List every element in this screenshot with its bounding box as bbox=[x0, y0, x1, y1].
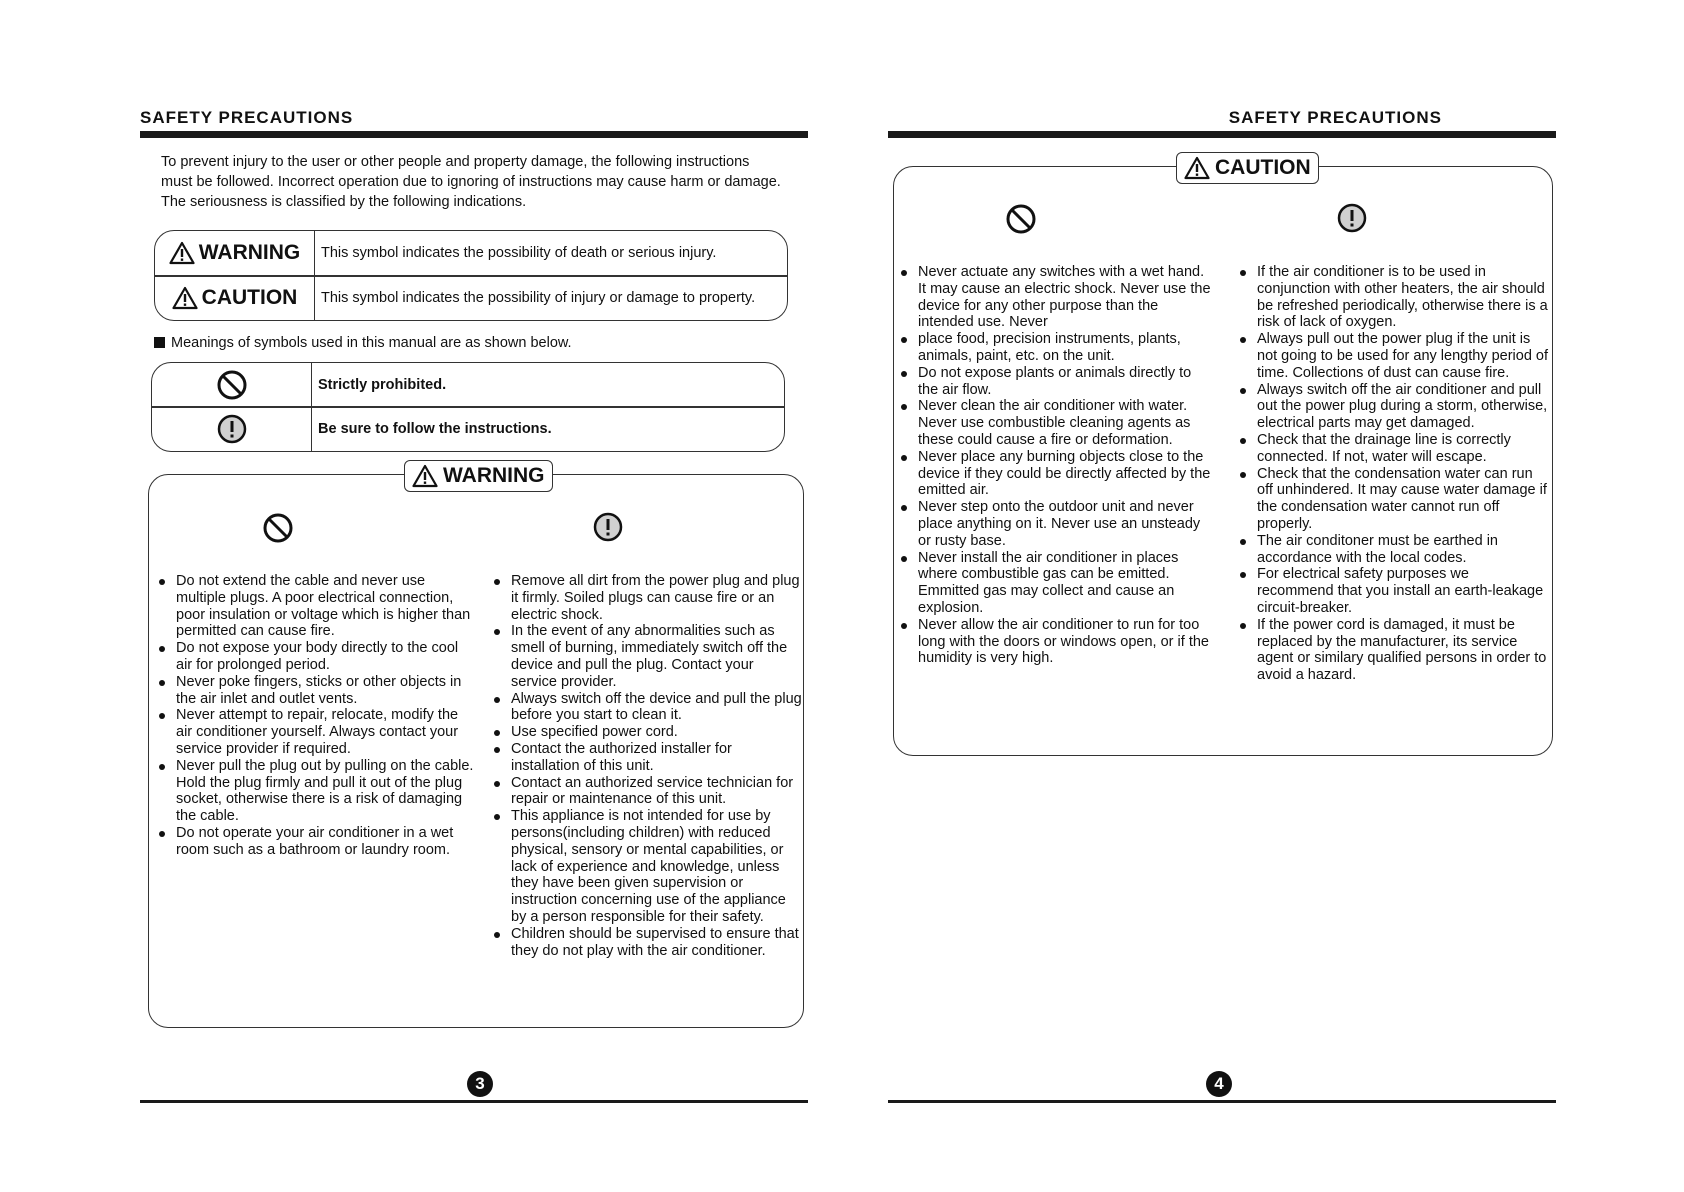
prohibited-icon bbox=[216, 369, 248, 401]
left-page-header: SAFETY PRECAUTIONS bbox=[140, 108, 354, 127]
left-footer-rule bbox=[140, 1100, 808, 1103]
intro-line: To prevent injury to the user or other people and property damage, the following instructions bbox=[161, 154, 750, 170]
exclamation-icon bbox=[592, 511, 624, 543]
warning-tag: WARNING bbox=[404, 460, 553, 492]
list-item: For electrical safety purposes we recommend that you install an earth-leakage circuit-breaker. bbox=[1238, 566, 1548, 616]
intro-line: The seriousness is classified by the following indications. bbox=[161, 194, 527, 210]
list-item: Never step onto the outdoor unit and never place anything on it. Never use an unsteady or rusty base. bbox=[899, 499, 1214, 549]
right-page-header: SAFETY PRECAUTIONS bbox=[1228, 108, 1442, 127]
list-item: If the power cord is damaged, it must be replaced by the manufacturer, its service agent or similary qualified persons in order to avoid a hazard. bbox=[1238, 617, 1548, 684]
list-item: Never allow the air conditioner to run for too long with the doors or windows open, or if the humidity is very high. bbox=[899, 617, 1214, 667]
list-item: Do not expose your body directly to the cool air for prolonged period. bbox=[157, 640, 475, 674]
list-item: Use specified power cord. bbox=[492, 724, 802, 741]
page-number: 4 bbox=[1206, 1071, 1232, 1097]
warning-triangle-icon bbox=[412, 464, 438, 488]
symbol-text: Strictly prohibited. bbox=[318, 376, 447, 393]
indication-text: This symbol indicates the possibility of injury or damage to property. bbox=[321, 290, 756, 306]
list-item: Never pull the plug out by pulling on the cable. Hold the plug firmly and pull it out of the plug socket, otherwise there is a risk of damaging the cable. bbox=[157, 758, 475, 825]
caution-list-instructions bbox=[1238, 264, 1548, 684]
list-item: Never place any burning objects close to the device if they could be directly affected by the emitted air. bbox=[899, 449, 1214, 499]
prohibited-icon bbox=[1005, 203, 1037, 235]
warning-list-instructions bbox=[492, 573, 802, 959]
list-item: Never actuate any switches with a wet hand. It may cause an electric shock. Never use the device for any other purpose than the intended use. Never bbox=[899, 264, 1214, 331]
indication-row-caution bbox=[155, 276, 787, 320]
indications-table bbox=[154, 230, 788, 321]
square-bullet-icon bbox=[154, 337, 165, 348]
page-number: 3 bbox=[467, 1071, 493, 1097]
list-item: Never poke fingers, sticks or other objects in the air inlet and outlet vents. bbox=[157, 674, 475, 708]
list-item: This appliance is not intended for use by persons(including children) with reduced physical, sensory or mental capabilities, or lack of experience and knowledge, unless they have been given supervision or instruction concerning use of the appliance by a person responsible for their safety. bbox=[492, 808, 802, 926]
warning-triangle-icon bbox=[169, 241, 195, 265]
symbol-row-prohibited bbox=[152, 363, 784, 406]
list-item: In the event of any abnormalities such as smell of burning, immediately switch off the device and pull the plug. Contact your service provider. bbox=[492, 623, 802, 690]
prohibited-icon bbox=[262, 512, 294, 544]
indication-text: This symbol indicates the possibility of death or serious injury. bbox=[321, 245, 717, 261]
intro-line: must be followed. Incorrect operation due to ignoring of instructions may cause harm or damage. bbox=[161, 174, 781, 190]
list-item: The air conditoner must be earthed in accordance with the local codes. bbox=[1238, 533, 1548, 567]
caution-triangle-icon bbox=[172, 286, 198, 310]
list-item: Always switch off the air conditioner and pull out the power plug during a storm, otherwise, electrical parts may get damaged. bbox=[1238, 382, 1548, 432]
right-footer-rule bbox=[888, 1100, 1556, 1103]
left-header-rule bbox=[140, 131, 808, 138]
list-item: Always switch off the device and pull the plug before you start to clean it. bbox=[492, 691, 802, 725]
symbol-text: Be sure to follow the instructions. bbox=[318, 421, 552, 437]
list-item: place food, precision instruments, plants, animals, paint, etc. on the unit. bbox=[899, 331, 1214, 365]
intro-paragraph bbox=[161, 152, 811, 212]
list-item: Check that the condensation water can run off unhindered. It may cause water damage if the condensation water cannot run off properly. bbox=[1238, 466, 1548, 533]
list-item: Remove all dirt from the power plug and plug it firmly. Soiled plugs can cause fire or an electric shock. bbox=[492, 573, 802, 623]
symbols-heading: Meanings of symbols used in this manual are as shown below. bbox=[154, 335, 572, 351]
list-item: Do not expose plants or animals directly to the air flow. bbox=[899, 365, 1214, 399]
symbols-table bbox=[151, 362, 785, 452]
list-item: Children should be supervised to ensure that they do not play with the air conditioner. bbox=[492, 926, 802, 960]
list-item: Always pull out the power plug if the unit is not going to be used for any lengthy period of time. Collections of dust can cause fire. bbox=[1238, 331, 1548, 381]
list-item: Contact an authorized service technician for repair or maintenance of this unit. bbox=[492, 775, 802, 809]
list-item: Do not operate your air conditioner in a wet room such as a bathroom or laundry room. bbox=[157, 825, 475, 859]
right-header-rule bbox=[888, 131, 1556, 138]
list-item: Never clean the air conditioner with water. Never use combustible cleaning agents as these could cause a fire or deformation. bbox=[899, 398, 1214, 448]
list-item: Never attempt to repair, relocate, modify the air conditioner yourself. Always contact your service provider if required. bbox=[157, 707, 475, 757]
list-item: Never install the air conditioner in places where combustible gas can be emitted. Emmitted gas may collect and cause an explosion. bbox=[899, 550, 1214, 617]
indication-label: WARNING bbox=[198, 241, 301, 264]
list-item: Do not extend the cable and never use multiple plugs. A poor electrical connection, poor insulation or voltage which is higher than permitted can cause fire. bbox=[157, 573, 475, 640]
caution-triangle-icon bbox=[1184, 156, 1210, 180]
exclamation-icon bbox=[216, 413, 248, 445]
caution-tag: CAUTION bbox=[1176, 152, 1319, 184]
symbol-row-instructions bbox=[152, 407, 784, 451]
list-item: If the air conditioner is to be used in conjunction with other heaters, the air should be refreshed periodically, otherwise there is a risk of lack of oxygen. bbox=[1238, 264, 1548, 331]
indication-row-warning bbox=[155, 231, 787, 275]
caution-list-prohibited bbox=[899, 264, 1214, 667]
warning-list-prohibited bbox=[157, 573, 475, 859]
indication-label: CAUTION bbox=[201, 286, 298, 309]
exclamation-icon bbox=[1336, 202, 1368, 234]
list-item: Contact the authorized installer for installation of this unit. bbox=[492, 741, 802, 775]
list-item: Check that the drainage line is correctly connected. If not, water will escape. bbox=[1238, 432, 1548, 466]
